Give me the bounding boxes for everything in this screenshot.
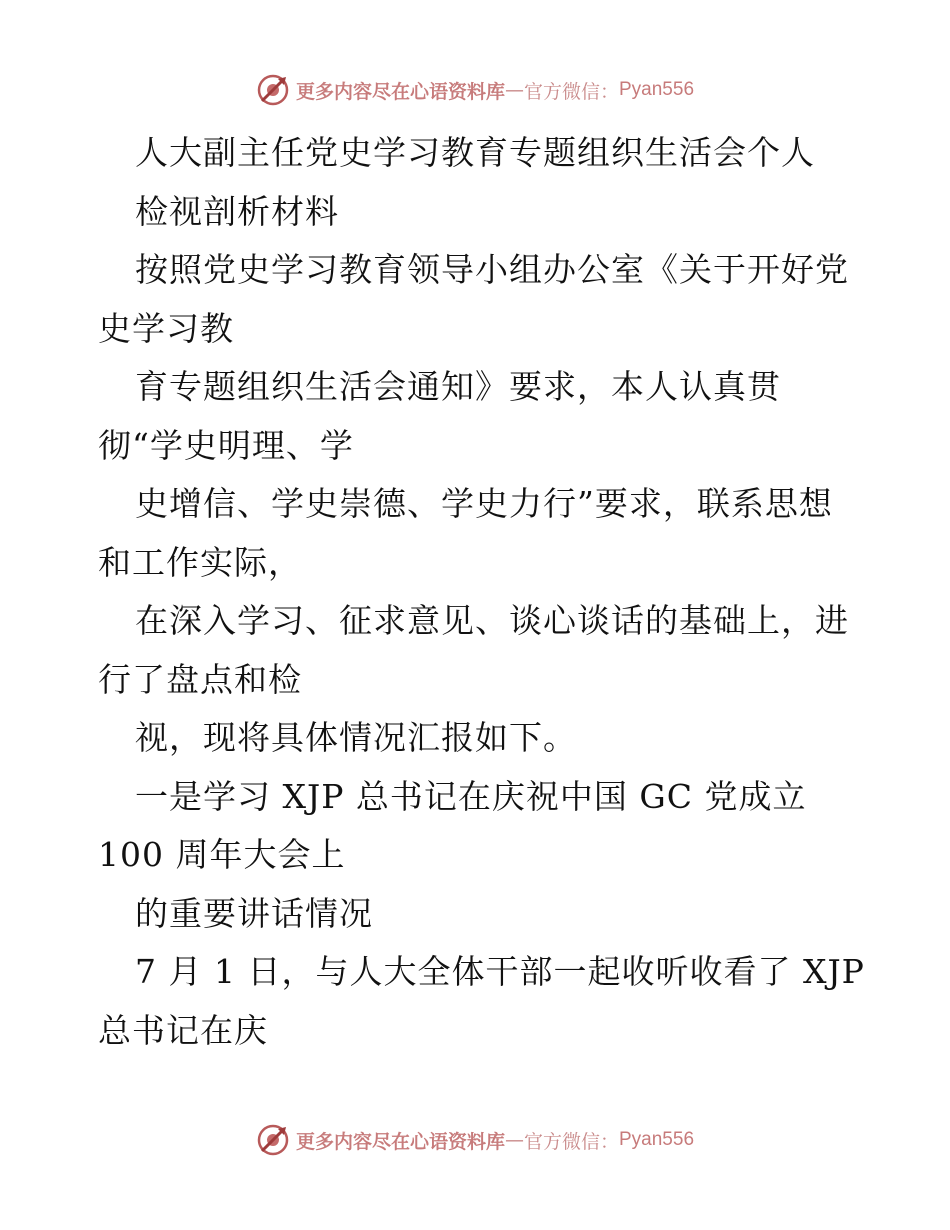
watermark-sub-text: 官方微信： <box>523 80 619 103</box>
text-line: 100 周年大会上 <box>98 835 346 874</box>
text-line: 史增信、学史崇德、学史力行”要求，联系思想 <box>135 484 833 523</box>
watermark-sub-text: 官方微信： <box>523 1130 619 1153</box>
watermark-header <box>0 70 950 110</box>
watermark-wechat-id: Pyan556 <box>619 1129 695 1150</box>
text-line: 检视剖析材料 <box>135 191 339 231</box>
document-body <box>98 124 865 1060</box>
text-line: 在深入学习、征求意见、谈心谈话的基础上，进 <box>135 601 849 640</box>
library-logo-icon <box>256 1123 290 1157</box>
text-line: 视，现将具体情况汇报如下。 <box>135 718 577 757</box>
text-line: 育专题组织生活会通知》要求，本人认真贯 <box>135 367 781 406</box>
text-line: 总书记在庆 <box>98 1010 268 1050</box>
text-line: 史学习教 <box>98 308 234 348</box>
text-line: 按照党史学习教育领导小组办公室《关于开好党 <box>135 250 849 289</box>
watermark-main-text: 更多内容尽在心语资料库 <box>295 80 505 103</box>
library-logo-icon <box>256 73 290 107</box>
watermark-main-text: 更多内容尽在心语资料库 <box>295 1130 505 1153</box>
watermark-dash: — <box>504 1129 524 1151</box>
text-line: 彻“学史明理、学 <box>98 425 354 465</box>
text-line: 人大副主任党史学习教育专题组织生活会个人 <box>135 133 815 172</box>
watermark-footer <box>0 1120 950 1160</box>
text-line: 一是学习 XJP 总书记在庆祝中国 GC 党成立 <box>135 776 807 816</box>
watermark-wechat-id: Pyan556 <box>619 79 695 100</box>
watermark-dash: — <box>504 79 524 101</box>
text-line: 和工作实际， <box>98 542 302 582</box>
text-line: 的重要讲话情况 <box>135 893 373 933</box>
text-line: 7 月 1 日，与人大全体干部一起收听收看了 XJP <box>135 952 865 991</box>
text-line: 行了盘点和检 <box>98 659 302 699</box>
